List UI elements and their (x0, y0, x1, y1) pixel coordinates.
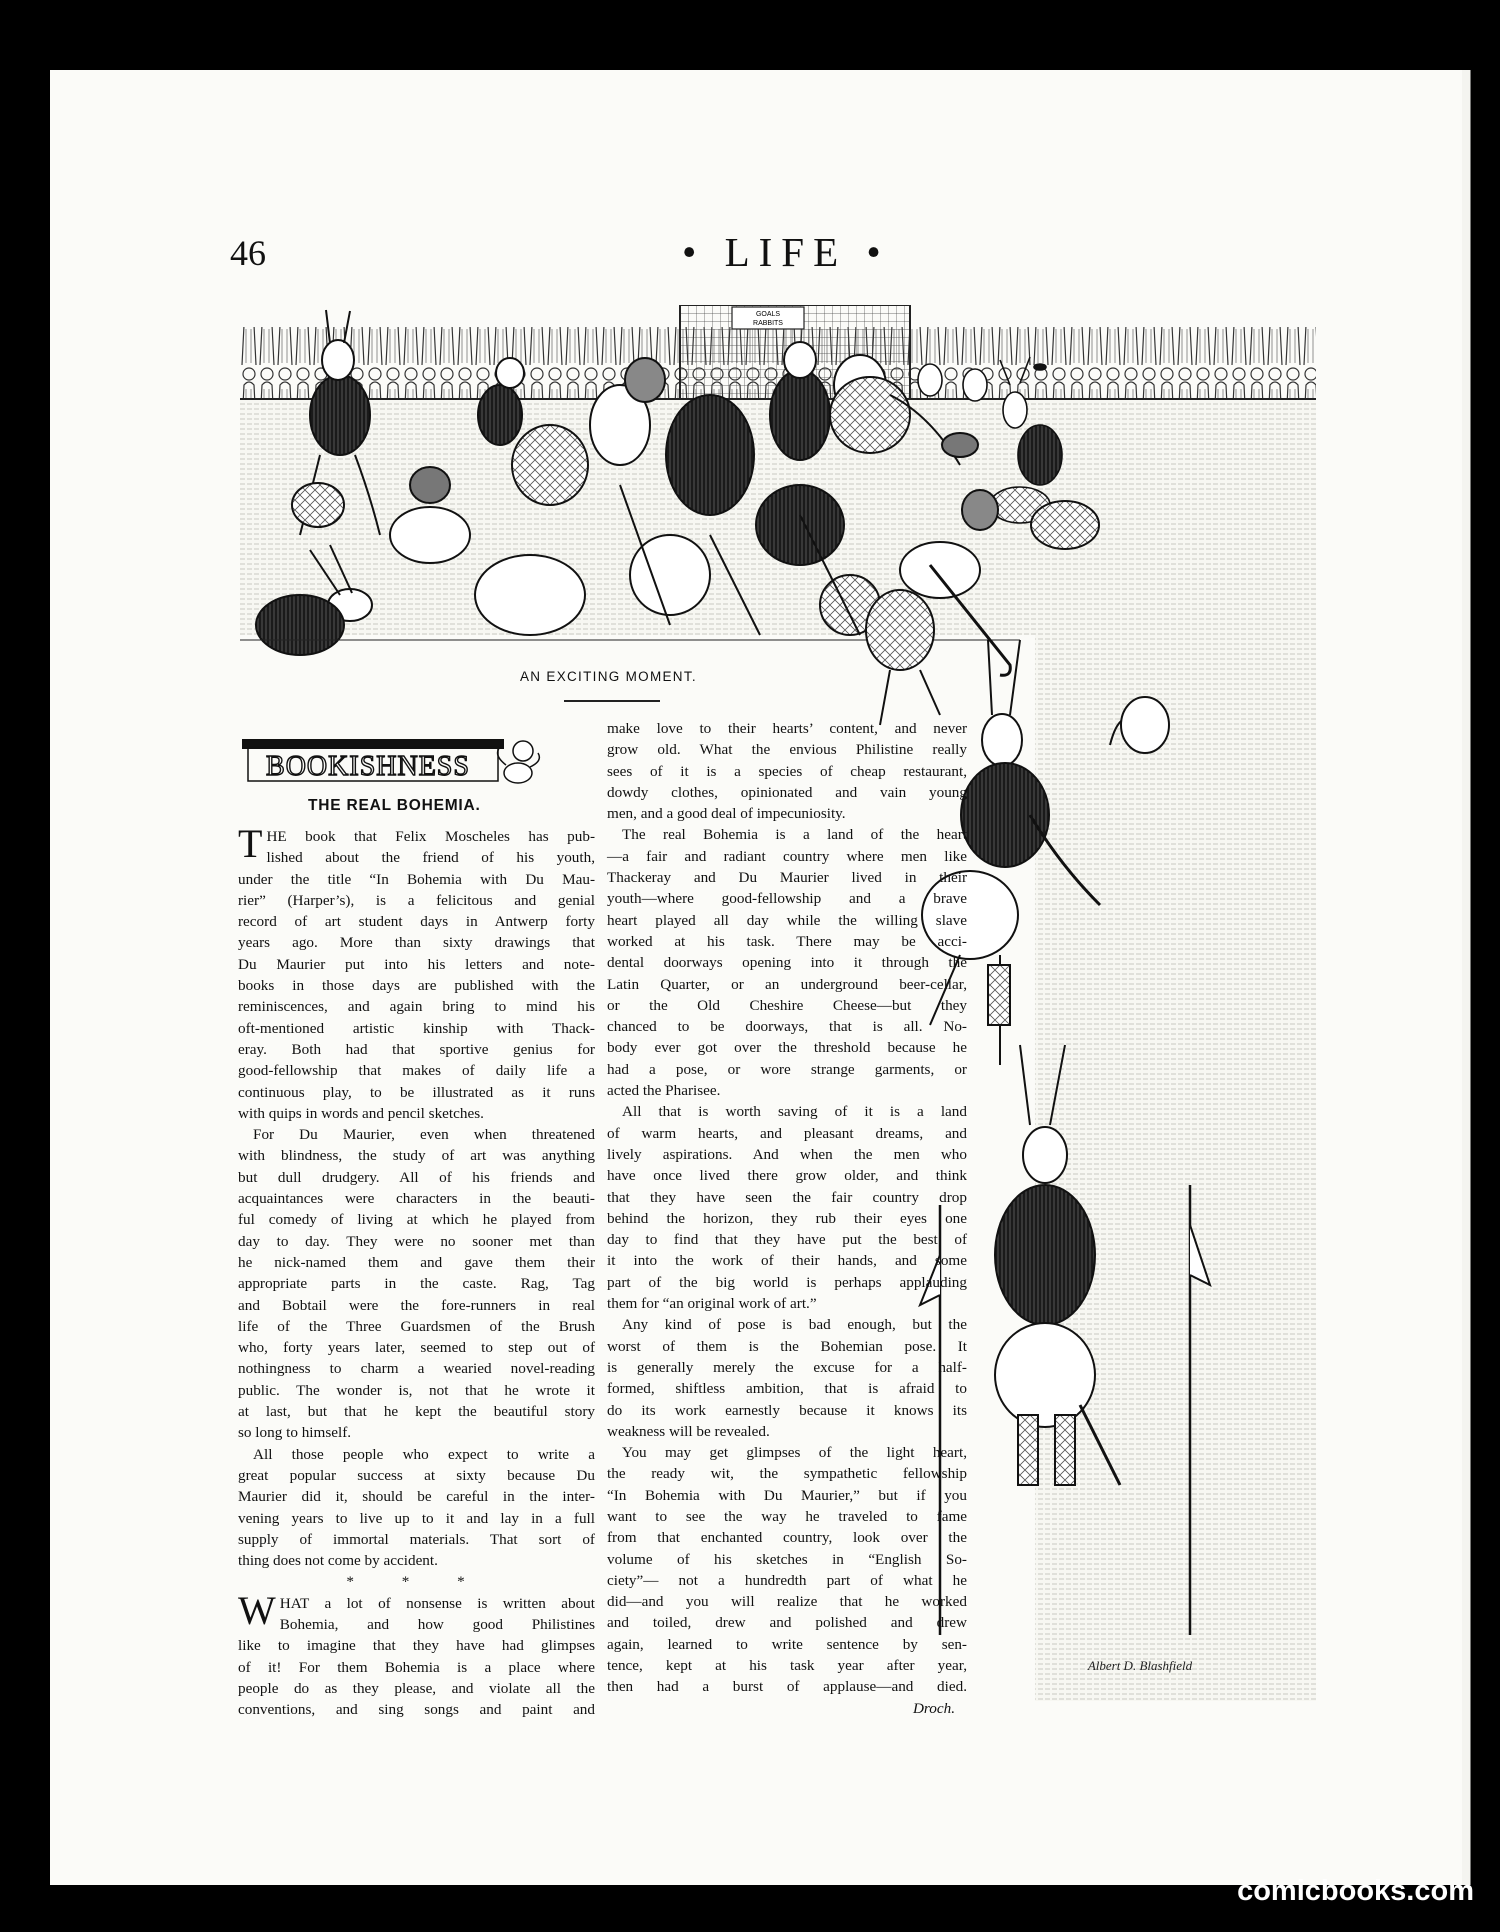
text-line: years ago. More than sixty drawings that (238, 934, 595, 952)
text-line: All that is worth saving of it is a land (622, 1103, 967, 1121)
text-line: life of the Three Guardsmen of the Brush (238, 1317, 595, 1335)
text-line: make love to their hearts’ content, and never (607, 720, 967, 737)
text-line: sees of it is a species of cheap restaurant, (607, 762, 967, 780)
text-line: weakness will be revealed. (607, 1422, 770, 1440)
text-line: For Du Maurier, even when threatened (253, 1126, 595, 1144)
text-line: part of the big world is perhaps applauding (607, 1273, 967, 1291)
text-line: it into the work of their hands, and some (607, 1252, 967, 1270)
text-line: then had a burst of applause—and died. (607, 1678, 967, 1696)
caption-rule (564, 700, 660, 702)
text-line: from that enchanted country, look over the (607, 1529, 967, 1547)
text-line: tence, kept at his task year after year, (607, 1657, 967, 1675)
text-line: supply of immortal materials. That sort of (238, 1530, 595, 1548)
article-column-1 (238, 821, 595, 1720)
text-line: like to imagine that they have had glimpses (238, 1637, 595, 1655)
text-line: —a fair and radiant country where men like (607, 847, 967, 865)
text-line: eray. Both had that sportive genius for (238, 1040, 595, 1058)
text-line: them for “an original work of art.” (607, 1295, 817, 1313)
text-line: HE book that Felix Moscheles has pub- (266, 828, 595, 845)
text-line: Maurier did it, should be careful in the inter- (238, 1488, 595, 1506)
text-line: people do as they please, and violate all the (238, 1679, 595, 1697)
text-line: thing does not come by accident. (238, 1552, 438, 1570)
paragraph-9 (607, 1442, 967, 1698)
paragraph-8 (607, 1314, 967, 1442)
text-line: You may get glimpses of the light heart, (622, 1444, 967, 1462)
paragraph-3 (238, 1444, 595, 1572)
text-line: or the Old Cheshire Cheese—but they (607, 996, 967, 1014)
text-line: under the title “In Bohemia with Du Mau- (238, 870, 595, 888)
text-line: Thackeray and Du Maurier lived in their (607, 869, 967, 887)
paragraph-4 (238, 1587, 595, 1721)
text-line: and Bobtail were the fore-runners in real (238, 1296, 595, 1314)
text-line: rier” (Harper’s), is a felicitous and genial (238, 891, 595, 909)
page-number: 46 (230, 233, 266, 273)
text-line: acquaintances were characters in the beauti- (238, 1190, 595, 1208)
text-line: lively aspirations. And when the men who (607, 1145, 967, 1163)
text-line: who, forty years later, seemed to step out of (238, 1339, 595, 1357)
paragraph-5 (607, 718, 967, 824)
drop-cap: T (238, 821, 263, 866)
text-line: good-fellowship that makes of daily life a (238, 1062, 595, 1080)
author-signature: Droch. (912, 1699, 955, 1717)
text-line: heart played all day while the willing slave (607, 911, 967, 929)
text-line: dental doorways opening into it through the (607, 954, 967, 972)
paragraph-7 (607, 1101, 967, 1314)
text-line: do its work earnestly because it knows its (607, 1401, 967, 1419)
text-line: public. The wonder is, not that he wrote it (238, 1381, 595, 1399)
text-line: so long to himself. (238, 1424, 352, 1442)
text-line: men, and a good deal of impecuniosity. (607, 805, 846, 823)
text-line: the ready wit, the sympathetic fellowship (607, 1465, 967, 1483)
artist-signature: Albert D. Blashfield (1087, 1658, 1193, 1673)
text-line: did—and you will realize that he worked (607, 1593, 967, 1611)
text-line: day to day. They were no sooner met than (238, 1232, 595, 1250)
text-line: with quips in words and pencil sketches. (238, 1104, 484, 1122)
goal-sign-line2: RABBITS (753, 320, 783, 327)
text-line: volume of his sketches in “English So- (607, 1550, 967, 1568)
text-line: conventions, and sing songs and paint and (238, 1701, 595, 1719)
text-line: ful comedy of living at which he played from (238, 1211, 595, 1229)
text-line: great popular success at sixty because Du (238, 1466, 595, 1484)
text-line: that they have seen the fair country drop (607, 1188, 967, 1206)
bookishness-header-art (238, 725, 548, 793)
watermark: comicbooks.com (1237, 1875, 1474, 1907)
text-line: worked at his task. There may be acci- (607, 932, 967, 950)
text-line: ciety”— not a hundredth part of what he (607, 1571, 967, 1589)
text-line: he nick-named them and gave them their (238, 1253, 595, 1271)
masthead: • LIFE • (682, 229, 890, 275)
text-line: HAT a lot of nonsense is written about (279, 1594, 595, 1612)
text-line: youth—where good-fellowship and a brave (607, 890, 967, 908)
text-line: formed, shiftless ambition, that is afraid to (607, 1380, 967, 1398)
goal-sign-line1: GOALS (755, 311, 781, 318)
drop-cap: W (238, 1587, 276, 1633)
paragraph-6 (607, 824, 967, 1101)
bookishness-lettering: BOOKISHNESS (266, 751, 470, 782)
text-line: and toiled, drew and polished and drew (607, 1614, 967, 1632)
article-column-2 (607, 718, 967, 1719)
text-line: day to find that they have put the best of (607, 1231, 967, 1249)
text-line: is generally merely the excuse for a half- (607, 1358, 967, 1376)
text-line: with blindness, the study of art was anything (238, 1147, 595, 1165)
text-line: continuous play, to be illustrated as it runs (238, 1083, 595, 1101)
text-line: of it! For them Bohemia is a place where (238, 1658, 595, 1676)
text-line: but dull drudgery. All of his friends and (238, 1168, 595, 1186)
text-line: again, learned to write sentence by sen- (607, 1635, 967, 1653)
text-line: have once lived there grow older, and think (607, 1167, 967, 1185)
text-line: Du Maurier put into his letters and note- (238, 955, 595, 973)
section-break-stars: * * * (346, 1573, 487, 1591)
text-line: body ever got over the threshold because he (607, 1039, 967, 1057)
article-title: THE REAL BOHEMIA. (308, 797, 481, 814)
text-line: The real Bohemia is a land of the heart (622, 826, 967, 844)
text-line: oft-mentioned artistic kinship with Thack- (238, 1019, 595, 1037)
text-line: All those people who expect to write a (253, 1445, 595, 1463)
text-line: record of art student days in Antwerp forty (238, 913, 595, 931)
text-line: Any kind of pose is bad enough, but the (622, 1316, 967, 1334)
illustration-caption: AN EXCITING MOMENT. (520, 669, 697, 684)
text-line: want to see the way he traveled to fame (607, 1507, 967, 1525)
paragraph-2 (238, 1124, 595, 1443)
text-line: books in those days are published with the (238, 977, 595, 995)
text-line: chanced to be doorways, that is all. No- (607, 1018, 967, 1036)
text-line: appropriate parts in the caste. Rag, Tag (238, 1275, 595, 1293)
text-line: Latin Quarter, or an underground beer-cellar, (607, 975, 967, 993)
text-line: vening years to live up to it and lay in a full (238, 1509, 595, 1527)
text-line: lished about the friend of his youth, (266, 849, 595, 867)
text-line: dowdy clothes, opinionated and vain young (607, 783, 967, 801)
text-line: behind the horizon, they rub their eyes one (607, 1209, 967, 1227)
text-line: worst of them is the Bohemian pose. It (607, 1337, 967, 1355)
text-line: at last, but that he kept the beautiful story (238, 1403, 595, 1421)
text-line: Bohemia, and how good Philistines (279, 1615, 595, 1633)
facing-page-edge (1462, 70, 1500, 1885)
text-line: reminiscences, and again bring to mind his (238, 998, 595, 1016)
text-line: grow old. What the envious Philistine really (607, 741, 967, 759)
text-line: “In Bohemia with Du Maurier,” but if you (607, 1486, 967, 1504)
text-line: nothingness to charm a wearied novel-reading (238, 1360, 595, 1378)
paragraph-1 (238, 821, 595, 1124)
text-line: of warm hearts, and pleasant dreams, and (607, 1124, 967, 1142)
text-line: had a pose, or wore strange garments, or (607, 1060, 967, 1078)
text-line: acted the Pharisee. (607, 1082, 721, 1100)
